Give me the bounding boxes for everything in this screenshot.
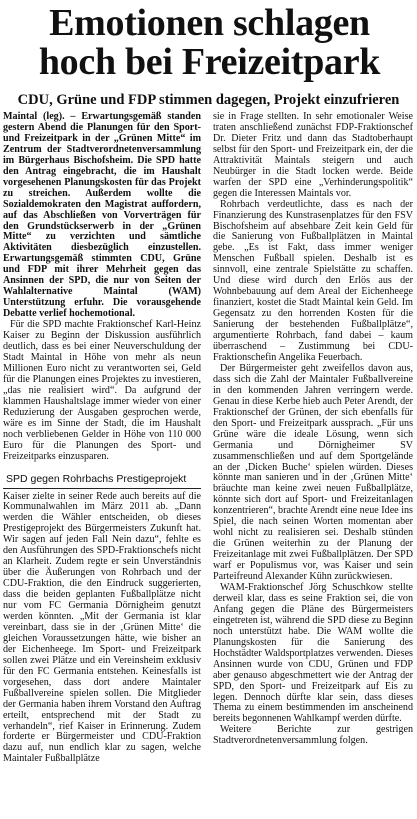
article-column-1 bbox=[3, 112, 201, 765]
headline-line-2: hoch bei Freizeitpark bbox=[38, 41, 381, 83]
headline-line-1: Emotionen schlagen bbox=[49, 2, 370, 44]
article-column-2 bbox=[213, 112, 413, 747]
closing-note: Weitere Berichte zur gestrigen Stadtverordnetenversammlung folgen. bbox=[213, 724, 413, 747]
subheadline: CDU, Grüne und FDP stimmen dagegen, Projekt einzufrieren bbox=[17, 92, 400, 108]
lead-paragraph bbox=[3, 112, 201, 320]
body-paragraph: Der Bürgermeister geht zweifellos davon aus, dass sich die Zahl der Maintaler Fußballvereine in den kommenden Jahren verringern werde. Genau in diese Kerbe hieb auch Peter Arendt, der Fraktionschef der Grünen, der sich ebenfalls für den Sport- und Freizeitpark aussprach. „Für uns Grüne wäre die ideale Lösung, wenn sich Germania und Dörnigheimer SV zusammenschließen und auf dem Sportgelände an der ‚Dicken Buche‘ spielen würden. Dieses könnte man sanieren und in der ‚Grünen Mitte‘ bräuchte man keine zwei neuen Fußballplätze, könnte sich dort auf Sport- und Freizeitanlagen konzentrieren“, brachte Arendt eine neue Idee ins Spiel, die nach seinen Worten momentan aber wohl nicht zu realisieren sei. Deshalb stünden die Grünen weiterhin zu der Planung der Freizeitanlage mit zwei Fußballplätzen. Der SPD warf er Populismus vor, was Kaiser und sein Parteifreund Alexander Kühn zurückwiesen. bbox=[213, 362, 413, 583]
body-paragraph: sie in Frage stellten. In sehr emotionaler Weise traten anschließend zunächst FDP-Fraktionschef Dr. Dieter Fritz und dann das Stadtoberhaupt selbst für den Sport- und Freizeitpark ein, der die Attraktivität Maintals steigern und auch Neubürger in die Stadt locken werde. Beide warfen der SPD eine „Verhinderungspolitik“ gegen die Interessen Maintals vor. bbox=[213, 111, 413, 199]
body-paragraph: Für die SPD machte Fraktionschef Karl-Heinz Kaiser zu Beginn der Diskussion ausführlich deutlich, dass es bei einer Neuverschuldung der Stadt Maintal in Höhe von mehr als neun Millionen Euro nicht zu verantworten sei, Geld für die Planungen eines Projektes zu investieren, „das nie realisiert wird“. Da aufgrund der klammen Haushaltslage immer wieder von einer Reduzierung der Ausgaben gesprochen werde, wäre es im Sinne der Stadt, die im Haushalt noch verbliebenen Gelder in Höhe von 110 000 Euro für die Planungen des Sport- und Freizeitparks einzusparen. bbox=[3, 319, 201, 462]
body-paragraph: WAM-Fraktionschef Jörg Schuschkow stellte derweil klar, dass es seine Fraktion sei, die von Anfang gegen die Pläne des Bürgermeisters eingetreten ist, während die SPD diese zu Beginn noch unterstützt habe. Die WAM wollte die Planungskosten für die Sanierung des Hochstädter Waldsportplatzes verwenden. Dieses Ansinnen wurde von CDU, Grünen und FDP aber genauso abgeschmettert wie der Antrag der SPD, den Sport- und Freizeitpark auf Eis zu legen. Dennoch dürfte klar sein, dass dieses Thema zu einem bestimmenden im anscheinend bereits begonnenen Wahlkampf werden dürfte. bbox=[213, 581, 413, 725]
headline bbox=[8, 4, 411, 82]
body-paragraph: Kaiser zielte in seiner Rede auch bereits auf die Kommunalwahlen im März 2011 ab. „Dann werden die Wähler entscheiden, ob dieses Prestigeprojekt des Bürgermeisters Zukunft hat. Wir sagen auf jeden Fall Nein dazu“, fehlte es den Ausführungen des SPD-Fraktionschefs nicht an Klarheit. Zudem regte er sein Unverständnis über die Äußerungen von Rohrbach und der CDU-Fraktion, die den Eindruck suggerierten, dass die beiden geplanten Fußballplätze nicht nur vom FC Germania Dörnigheim genutzt werden könnten. „Mit der Germania ist klar vereinbart, dass sie in der ‚Grünen Mitte‘ die gleichen Voraussetzungen hätte, wie bisher an der Eichenheege. Im Sport- und Freizeitpark sollen zwei Plätze und ein Vereinsheim exklusiv für den FC Germania entstehen. Keinesfalls ist vorgesehen, dass dort andere Maintaler Fußballvereine spielen sollen. Die Mitglieder der Germania haben ihrem Vorstand den Auftrag erteilt, entsprechend mit der Stadt zu verhandeln“, rief Kaiser in Erinnerung. Zudem forderte er Bürgermeister und CDU-Fraktion dazu auf, nun endlich klar zu sagen, welche Maintaler Fußballplätze bbox=[3, 490, 201, 765]
section-heading: SPD gegen Rohrbachs Prestigeprojekt bbox=[3, 467, 201, 489]
lead-text: Erwartungsgemäß standen gestern Abend die Planungen für den Sport- und Freizeitpark in der „Grünen Mitte“ im Zentrum der Stadtverordnetenversammlung im Bürgerhaus Bischofsheim. Die SPD hatte den Antrag eingebracht, die im Haushalt vorgesehenen Planungskosten für das Projekt zu streichen. Außerdem wollte die Sozialdemokraten den Magistrat auffordern, auf das Abschließen von Vorverträgen für den Grundstückserwerb in der „Grünen Mitte“ zu verzichten und sämtliche Aktivitäten diesbezüglich einzustellen. Erwartungsgemäß stimmten CDU, Grüne und FDP mit ihrer Mehrheit gegen das Ansinnen der SPD, die nur von Seiten der Wahlalternative Maintal (WAM) Unterstützung erfuhr. Die vorausgehende Debatte verlief hochemotional. bbox=[3, 111, 201, 320]
body-paragraph: Rohrbach verdeutlichte, dass es nach der Finanzierung des Kunstrasenplatzes für den FSV Bischofsheim auf absehbare Zeit kein Geld für die Sanierung von Fußballplätzen in Maintal gebe. „Es ist Fakt, dass immer weniger Menschen Fußball spielen. Deshalb ist es sinnvoll, eine zentrale Spielstätte zu schaffen. Und diese wird durch den Erlös aus der Wohnbebauung auf dem Areal der Eichenheege finanziert, kostet die Stadt Maintal kein Geld. Im Gegensatz zu den horrenden Kosten für die Sanierung der bestehenden Fußballplätze“, argumentierte Rohrbach, fand dabei – kaum überraschend – Zustimmung bei CDU-Fraktionschefin Angelika Feuerbach. bbox=[213, 198, 413, 363]
dateline: Maintal (leg). – bbox=[3, 111, 76, 122]
